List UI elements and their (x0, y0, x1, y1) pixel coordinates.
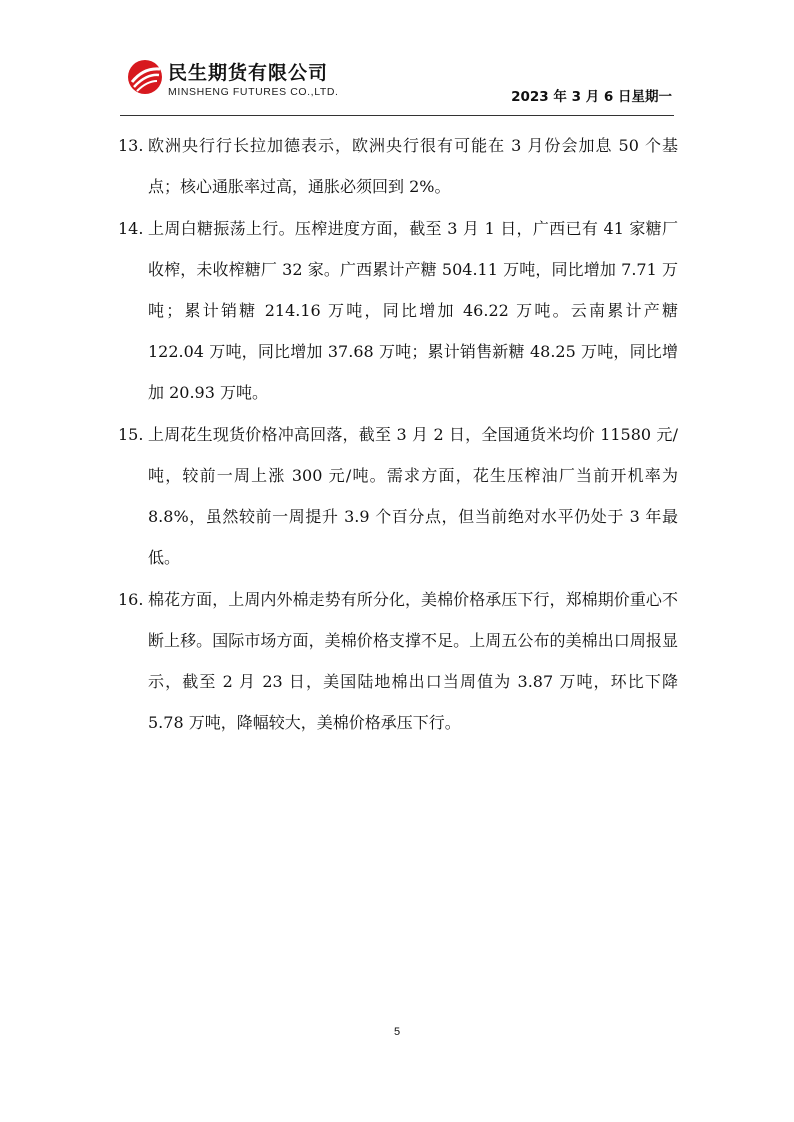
company-name-en: MINSHENG FUTURES CO.,LTD. (168, 86, 339, 98)
news-item-16 (118, 579, 678, 743)
company-logo (126, 56, 366, 108)
report-body (118, 125, 678, 744)
item-text: 上周花生现货价格冲高回落，截至 3 月 2 日，全国通货米均价 11580 元/吨，较前一周上涨 300 元/吨。需求方面，花生压榨油厂当前开机率为 8.8%，虽然较前一周提升 3.9 个百分点，但当前绝对水平仍处于 3 年最低。 (148, 425, 678, 567)
minsheng-logo-icon (126, 58, 164, 96)
header-divider (120, 115, 674, 116)
item-number: 13. (118, 136, 144, 155)
company-name-cn: 民生期货有限公司 (168, 62, 329, 84)
page-header (120, 52, 674, 116)
item-number: 16. (118, 590, 144, 609)
item-number: 15. (118, 425, 144, 444)
item-text: 上周白糖振荡上行。压榨进度方面，截至 3 月 1 日，广西已有 41 家糖厂收榨，未收榨糖厂 32 家。广西累计产糖 504.11 万吨，同比增加 7.71 万吨；累计销糖 214.16 万吨，同比增加 46.22 万吨。云南累计产糖 122.04 万吨，同比增加 37.68 万吨；累计销售新糖 48.25 万吨，同比增加 20.93 万吨。 (148, 219, 678, 402)
news-item-15 (118, 414, 678, 578)
item-text: 棉花方面，上周内外棉走势有所分化，美棉价格承压下行，郑棉期价重心不断上移。国际市场方面，美棉价格支撑不足。上周五公布的美棉出口周报显示，截至 2 月 23 日，美国陆地棉出口当周值为 3.87 万吨，环比下降 5.78 万吨，降幅较大，美棉价格承压下行。 (148, 590, 678, 732)
report-date: 2023 年 3 月 6 日星期一 (511, 89, 672, 105)
item-number: 14. (118, 219, 144, 238)
news-item-14 (118, 208, 678, 413)
item-text: 欧洲央行行长拉加德表示，欧洲央行很有可能在 3 月份会加息 50 个基点；核心通胀率过高，通胀必须回到 2%。 (148, 136, 678, 196)
page-number: 5 (393, 1026, 401, 1038)
news-item-13 (118, 125, 678, 207)
